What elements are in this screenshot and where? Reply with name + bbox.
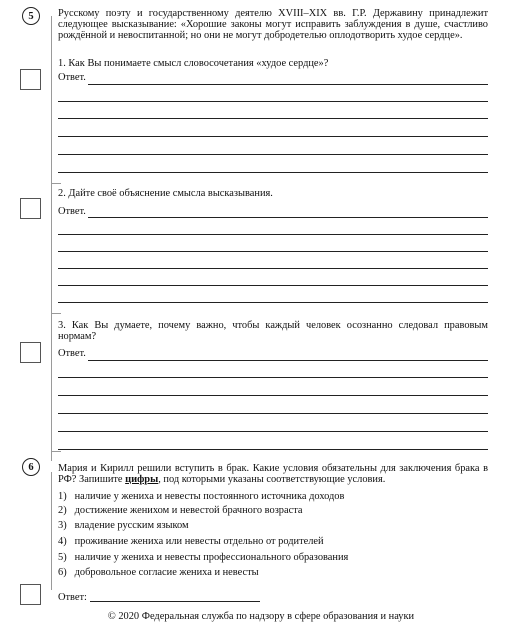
- task-number-badge: [22, 7, 40, 25]
- task6-intro-start: Мария и Кирилл решили вступить в брак. Какие условия обязательны для заключения брака в РФ? Запишите: [58, 463, 488, 485]
- answer-line[interactable]: [58, 431, 488, 432]
- option-number: 6): [58, 567, 67, 578]
- answer-label-task6: Ответ:: [58, 592, 87, 603]
- answer-line[interactable]: [58, 136, 488, 137]
- question-3-text: 3. Как Вы думаете, почему важно, чтобы каждый человек осознанно следовал правовым нормам?: [58, 320, 488, 342]
- answer-line[interactable]: [58, 302, 488, 303]
- option-text: наличие у жениха и невесты постоянного источника доходов: [74, 491, 345, 502]
- option-text: добровольное согласие жениха и невесты: [74, 567, 259, 578]
- margin-dash: [51, 183, 61, 184]
- answer-line[interactable]: [58, 395, 488, 396]
- task6-intro-end: , под которыми указаны соответствующие условия.: [158, 474, 386, 485]
- answer-line[interactable]: [58, 377, 488, 378]
- option-item: [58, 520, 189, 531]
- option-item: [58, 567, 259, 578]
- answer-line[interactable]: [58, 268, 488, 269]
- task-number: 6: [28, 461, 34, 473]
- option-number: 4): [58, 536, 67, 547]
- answer-box-q2[interactable]: [20, 198, 41, 219]
- option-item: [58, 552, 348, 563]
- option-number: 1): [58, 491, 67, 502]
- answer-line[interactable]: [58, 101, 488, 102]
- answer-label-q2: Ответ.: [58, 206, 86, 217]
- option-number: 2): [58, 505, 67, 516]
- task-number: 5: [28, 10, 34, 22]
- answer-line[interactable]: [58, 172, 488, 173]
- margin-dash: [51, 313, 61, 314]
- answer-label-q1: Ответ.: [58, 72, 86, 83]
- question-1-text: 1. Как Вы понимаете смысл словосочетания «худое сердце»?: [58, 58, 329, 69]
- answer-line[interactable]: [88, 217, 488, 218]
- answer-line[interactable]: [58, 449, 488, 450]
- task6-intro-emphasis: цифры: [125, 474, 159, 485]
- option-text: проживание жениха или невесты отдельно от родителей: [74, 536, 324, 547]
- answer-line[interactable]: [58, 413, 488, 414]
- answer-line-task6[interactable]: [90, 601, 260, 602]
- answer-label-q3: Ответ.: [58, 348, 86, 359]
- answer-line[interactable]: [58, 234, 488, 235]
- margin-line-task6: [51, 472, 52, 590]
- answer-line[interactable]: [58, 118, 488, 119]
- footer-copyright: © 2020 Федеральная служба по надзору в сфере образования и науки: [107, 611, 415, 622]
- task5-intro: Русскому поэту и государственному деятелю XVIII–XIX вв. Г.Р. Державину принадлежит следующее высказывание: «Хорошие законы могут исправить заблуждения в душе, счастливо рождённой и невоспитанной; но они не могут добродетелью оплодотворить худое сердце».: [58, 8, 488, 41]
- answer-line[interactable]: [58, 154, 488, 155]
- option-item: [58, 505, 303, 516]
- answer-line[interactable]: [88, 84, 488, 85]
- margin-line-task5: [51, 16, 52, 461]
- option-text: достижение женихом и невестой брачного возраста: [74, 505, 303, 516]
- question-2-text: 2. Дайте своё объяснение смысла высказывания.: [58, 188, 273, 199]
- answer-line[interactable]: [58, 251, 488, 252]
- task-number-badge: [22, 458, 40, 476]
- option-text: владение русским языком: [74, 520, 189, 531]
- answer-line[interactable]: [88, 360, 488, 361]
- option-number: 3): [58, 520, 67, 531]
- answer-box-q1[interactable]: [20, 69, 41, 90]
- option-number: 5): [58, 552, 67, 563]
- answer-box-task6[interactable]: [20, 584, 41, 605]
- answer-box-q3[interactable]: [20, 342, 41, 363]
- answer-line[interactable]: [58, 285, 488, 286]
- option-item: [58, 536, 324, 547]
- option-item: [58, 491, 344, 502]
- margin-dash: [51, 451, 61, 452]
- task6-intro: [58, 463, 488, 485]
- option-text: наличие у жениха и невесты профессионального образования: [74, 552, 349, 563]
